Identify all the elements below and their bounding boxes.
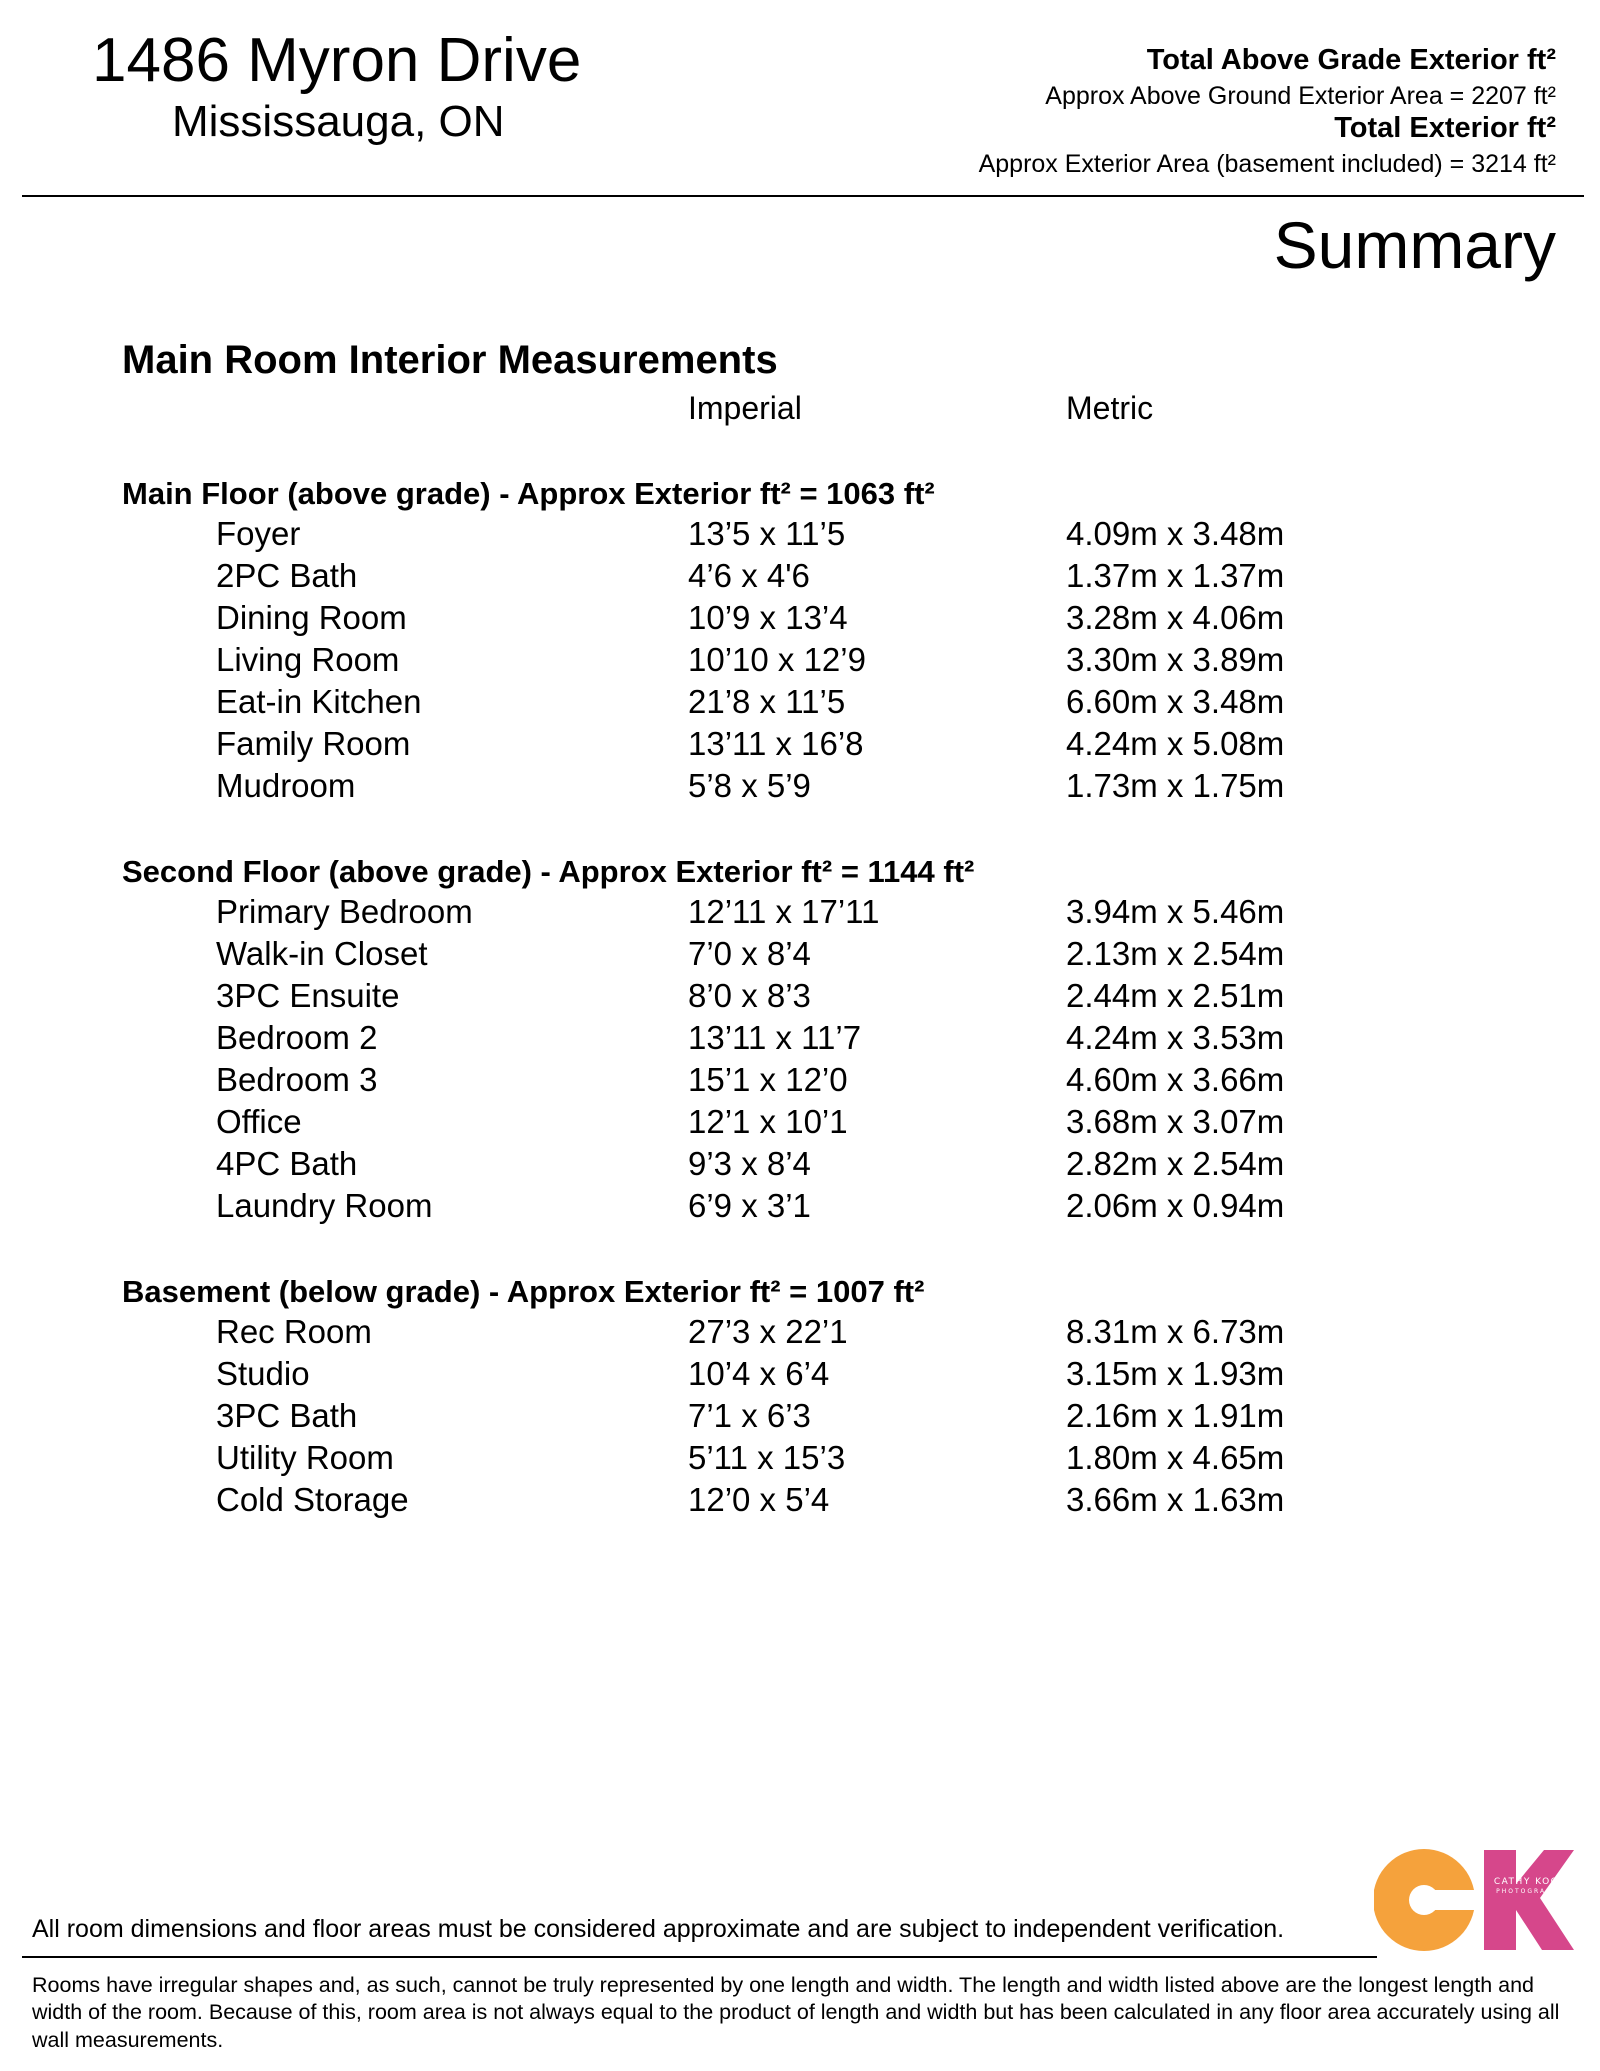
room-imperial: 5’8 x 5’9 bbox=[688, 767, 811, 804]
room-name: Rec Room bbox=[216, 1313, 372, 1350]
header-divider bbox=[22, 195, 1584, 197]
room-row bbox=[0, 1437, 1600, 1479]
room-row bbox=[0, 1185, 1600, 1227]
room-metric: 2.82m x 2.54m bbox=[1066, 1145, 1285, 1182]
logo-caption-photography: PHOTOGRAPHY bbox=[1496, 1888, 1564, 1895]
room-metric: 3.30m x 3.89m bbox=[1066, 641, 1285, 678]
room-name: Living Room bbox=[216, 641, 400, 678]
room-name: Primary Bedroom bbox=[216, 893, 473, 930]
room-row bbox=[0, 1353, 1600, 1395]
room-name: Family Room bbox=[216, 725, 411, 762]
room-name: Laundry Room bbox=[216, 1187, 433, 1224]
disclaimer-text: All room dimensions and floor areas must be considered approximate and are subject to independent verification. bbox=[32, 1915, 1285, 1943]
room-metric: 3.66m x 1.63m bbox=[1066, 1481, 1285, 1518]
floor-heading-basement: Basement (below grade) - Approx Exterior ft² = 1007 ft² bbox=[122, 1274, 925, 1309]
room-imperial: 27’3 x 22’1 bbox=[688, 1313, 848, 1350]
room-name: Foyer bbox=[216, 515, 301, 552]
room-row bbox=[0, 1479, 1600, 1521]
room-row bbox=[0, 1311, 1600, 1353]
room-row bbox=[0, 597, 1600, 639]
room-name: Utility Room bbox=[216, 1439, 394, 1476]
room-metric: 2.06m x 0.94m bbox=[1066, 1187, 1285, 1224]
room-row bbox=[0, 1143, 1600, 1185]
logo-letter-c-gap bbox=[1424, 1890, 1476, 1910]
room-row bbox=[0, 555, 1600, 597]
room-name: Office bbox=[216, 1103, 302, 1140]
room-imperial: 6’9 x 3’1 bbox=[688, 1187, 811, 1224]
room-imperial: 10’9 x 13’4 bbox=[688, 599, 848, 636]
room-name: 4PC Bath bbox=[216, 1145, 358, 1182]
total-exterior-label: Total Exterior ft² bbox=[1334, 112, 1556, 144]
exterior-area-value: Approx Exterior Area (basement included) = 3214 ft² bbox=[978, 150, 1556, 178]
room-metric: 1.37m x 1.37m bbox=[1066, 557, 1285, 594]
room-imperial: 15’1 x 12’0 bbox=[688, 1061, 848, 1098]
room-row bbox=[0, 765, 1600, 807]
room-metric: 3.28m x 4.06m bbox=[1066, 599, 1285, 636]
floor-heading-main: Main Floor (above grade) - Approx Exterior ft² = 1063 ft² bbox=[122, 476, 935, 511]
room-metric: 8.31m x 6.73m bbox=[1066, 1313, 1285, 1350]
room-name: Walk-in Closet bbox=[216, 935, 428, 972]
property-address: 1486 Myron Drive bbox=[92, 26, 582, 95]
room-imperial: 7’1 x 6’3 bbox=[688, 1397, 811, 1434]
room-imperial: 13’11 x 11’7 bbox=[688, 1019, 862, 1056]
logo-letter-k bbox=[1484, 1850, 1574, 1950]
room-imperial: 12’0 x 5’4 bbox=[688, 1481, 830, 1518]
room-name: Studio bbox=[216, 1355, 310, 1392]
room-imperial: 9’3 x 8’4 bbox=[688, 1145, 811, 1182]
room-metric: 1.80m x 4.65m bbox=[1066, 1439, 1285, 1476]
room-imperial: 13’11 x 16’8 bbox=[688, 725, 864, 762]
room-name: Cold Storage bbox=[216, 1481, 409, 1518]
room-imperial: 5’11 x 15’3 bbox=[688, 1439, 846, 1476]
room-name: Bedroom 2 bbox=[216, 1019, 378, 1056]
room-metric: 4.24m x 3.53m bbox=[1066, 1019, 1285, 1056]
room-row bbox=[0, 891, 1600, 933]
room-imperial: 10’4 x 6’4 bbox=[688, 1355, 830, 1392]
room-name: 3PC Ensuite bbox=[216, 977, 400, 1014]
room-imperial: 12’11 x 17’11 bbox=[688, 893, 880, 930]
room-imperial: 10’10 x 12’9 bbox=[688, 641, 866, 678]
room-imperial: 7’0 x 8’4 bbox=[688, 935, 811, 972]
column-header-metric: Metric bbox=[1066, 390, 1154, 426]
column-header-imperial: Imperial bbox=[688, 390, 802, 426]
logo-caption-name: CATHY KOOP bbox=[1493, 1877, 1567, 1887]
room-imperial: 12’1 x 10’1 bbox=[688, 1103, 848, 1140]
room-name: Bedroom 3 bbox=[216, 1061, 378, 1098]
room-metric: 4.24m x 5.08m bbox=[1066, 725, 1285, 762]
total-above-grade-label: Total Above Grade Exterior ft² bbox=[1146, 44, 1556, 76]
room-row bbox=[0, 933, 1600, 975]
room-metric: 2.16m x 1.91m bbox=[1066, 1397, 1285, 1434]
above-ground-area-value: Approx Above Ground Exterior Area = 2207 ft² bbox=[1045, 82, 1556, 110]
room-name: Dining Room bbox=[216, 599, 407, 636]
room-metric: 2.13m x 2.54m bbox=[1066, 935, 1285, 972]
room-metric: 4.60m x 3.66m bbox=[1066, 1061, 1285, 1098]
room-name: Eat-in Kitchen bbox=[216, 683, 422, 720]
room-metric: 1.73m x 1.75m bbox=[1066, 767, 1285, 804]
room-row bbox=[0, 681, 1600, 723]
page-title: Summary bbox=[1273, 208, 1556, 282]
room-row bbox=[0, 513, 1600, 555]
footnote-text: Rooms have irregular shapes and, as such, cannot be truly represented by one length and width. The length and width listed above are the longest length and width of the room. Because of this, room area is not always equal to the product of length and width but has been calculated in any floor area accurately using all wall measurements. bbox=[32, 1973, 1560, 2052]
room-row bbox=[0, 1395, 1600, 1437]
room-row bbox=[0, 1059, 1600, 1101]
property-city: Mississauga, ON bbox=[172, 97, 505, 146]
room-metric: 2.44m x 2.51m bbox=[1066, 977, 1285, 1014]
room-row bbox=[0, 639, 1600, 681]
room-name: Mudroom bbox=[216, 767, 356, 804]
room-imperial: 4’6 x 4'6 bbox=[688, 557, 810, 594]
room-imperial: 13’5 x 11’5 bbox=[688, 515, 846, 552]
room-metric: 6.60m x 3.48m bbox=[1066, 683, 1285, 720]
room-imperial: 21’8 x 11’5 bbox=[688, 683, 846, 720]
room-metric: 3.94m x 5.46m bbox=[1066, 893, 1285, 930]
room-row bbox=[0, 1101, 1600, 1143]
cathy-koop-logo bbox=[1374, 1844, 1574, 1954]
section-title: Main Room Interior Measurements bbox=[122, 338, 778, 382]
room-metric: 4.09m x 3.48m bbox=[1066, 515, 1285, 552]
room-metric: 3.15m x 1.93m bbox=[1066, 1355, 1285, 1392]
room-imperial: 8’0 x 8’3 bbox=[688, 977, 811, 1014]
footer-divider bbox=[22, 1956, 1377, 1958]
room-name: 2PC Bath bbox=[216, 557, 358, 594]
room-row bbox=[0, 975, 1600, 1017]
room-row bbox=[0, 1017, 1600, 1059]
room-metric: 3.68m x 3.07m bbox=[1066, 1103, 1285, 1140]
floor-heading-second: Second Floor (above grade) - Approx Exterior ft² = 1144 ft² bbox=[122, 854, 975, 889]
room-row bbox=[0, 723, 1600, 765]
room-name: 3PC Bath bbox=[216, 1397, 358, 1434]
